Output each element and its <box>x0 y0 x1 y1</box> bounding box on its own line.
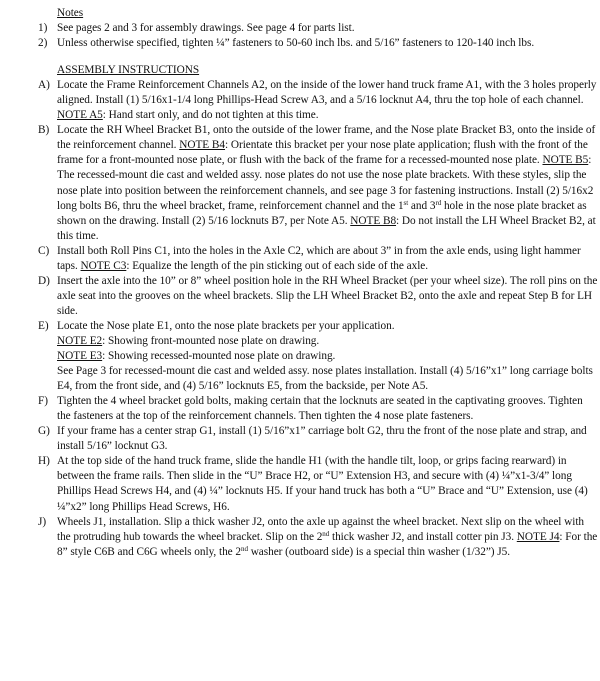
step-text-part: Locate the RH Wheel Bracket B1, onto the outside of the lower frame, and the Nose plate Bracket B3, onto the inside of the reinforcement channel. <box>57 124 596 152</box>
step-line <box>57 334 598 349</box>
notes-list <box>38 21 598 51</box>
step-d <box>38 274 598 319</box>
step-text: Insert the axle into the 10” or 8” wheel position hole in the RH Wheel Bracket (per your wheel size). The roll pins on the axle seat into the grooves on the wheel brackets. Slip the LH Wheel Bracket B2, onto the axle and repeat Step B for LH side. <box>57 274 598 317</box>
step-j <box>38 515 598 560</box>
step-text-part: : Equalize the length of the pin sticking out of each side of the axle. <box>126 259 429 272</box>
step-marker: C) <box>38 244 50 257</box>
step-text: At the top side of the hand truck frame, slide the handle H1 (with the handle tilt, loop, or grips facing rearward) in between the frame rails. Then slide in the “U” Brace H2, or “U” Extension H3, and secure with (4) ¼”x1-3/4” long Phillips Head Screws H4, and (4) ¼” locknuts H5. If your hand truck has both a “U” Brace and “U” Extension, use (4) ¼”x2” long Phillips Head Screws, H6. <box>57 455 588 513</box>
notes-heading: Notes <box>57 7 84 19</box>
note-text: Unless otherwise specified, tighten ¼” fasteners to 50-60 inch lbs. and 5/16” fasteners to 120-140 inch lbs. <box>57 37 535 50</box>
step-text <box>57 515 598 560</box>
step-line: Locate the Nose plate E1, onto the nose plate brackets per your application. <box>57 319 395 332</box>
note-reference: NOTE C3 <box>80 259 127 272</box>
note-reference: NOTE J4 <box>516 530 560 543</box>
step-line <box>57 349 598 364</box>
note-reference: NOTE B4 <box>179 139 226 152</box>
step-text-part: Locate the Frame Reinforcement Channels A2, on the inside of the lower hand truck frame A1, with the 3 holes properly aligned. Install (1) 5/16x1-1/4 long Phillips-Head Screw A3, and a 5/16 locknut A4, thru the top hole of each channel. <box>57 79 597 107</box>
step-text-part: Wheels J1, installation. Slip a thick washer J2, onto the axle up against the wheel bracket. Next slip on the wheel with the protruding hub towards the wheel bracket. Slip on the 2 <box>57 515 585 543</box>
step-c <box>38 244 598 274</box>
step-text-part: : The recessed-mount die cast and welded assy. nose plates do not use the nose plate brackets. With these styles, slip the nose plate into position between the reinforcement channels, and see page 3 for fastening instructions. Install (2) 5/16x2 long bolts B6, thru the wheel bracket, frame, reinforcement channel and the 1 <box>57 154 594 212</box>
step-text-part: : For the 8” style C6B and C6G wheels only, the 2 <box>57 530 598 558</box>
step-text <box>57 319 598 394</box>
step-text <box>57 78 598 123</box>
document-page <box>38 6 598 560</box>
step-text-part: : Showing front-mounted nose plate on drawing. <box>102 334 320 347</box>
step-text-part: and 3 <box>408 199 436 212</box>
assembly-steps <box>38 78 598 560</box>
step-text-part: washer (outboard side) is a special thin washer (1/32”) J5. <box>247 545 511 558</box>
step-text: Tighten the 4 wheel bracket gold bolts, making certain that the locknuts are seated in the captivating grooves. Tighten the fasteners at the top of the reinforcement channels. Then tighten the 4 nose plate fasteners. <box>57 395 583 423</box>
step-text <box>57 244 598 274</box>
ordinal-suffix: nd <box>322 529 330 538</box>
note-reference: NOTE B8 <box>350 214 397 227</box>
step-marker: H) <box>38 455 50 468</box>
step-text: If your frame has a center strap G1, install (1) 5/16”x1” carriage bolt G2, thru the front of the nose plate and strap, and install 5/16” locknut G3. <box>57 425 587 453</box>
step-g <box>38 424 598 454</box>
ordinal-suffix: rd <box>435 198 442 207</box>
step-text-part: : Orientate this bracket per your nose plate application; flush with the front of the frame for a front-mounted nose plate, or flush with the back of the frame for a recessed-mounted nose plate. <box>57 139 588 167</box>
step-marker: D) <box>38 274 50 287</box>
note-marker: 2) <box>38 37 48 50</box>
step-marker: F) <box>38 395 48 408</box>
note-reference: NOTE E3 <box>57 350 103 363</box>
note-item <box>38 36 598 51</box>
step-marker: B) <box>38 124 50 137</box>
note-reference: NOTE A5 <box>57 109 103 122</box>
step-marker: G) <box>38 425 50 438</box>
note-text: See pages 2 and 3 for assembly drawings. See page 4 for parts list. <box>57 22 355 35</box>
step-marker: E) <box>38 319 49 332</box>
step-f <box>38 394 598 424</box>
step-marker: J) <box>38 515 47 528</box>
step-text-part: : Do not install the LH Wheel Bracket B2, at this time. <box>57 214 596 242</box>
note-item <box>38 21 598 36</box>
assembly-heading: ASSEMBLY INSTRUCTIONS <box>57 64 200 77</box>
step-text-part: thick washer J2, and install cotter pin J3. <box>329 530 517 543</box>
step-text-part: Install both Roll Pins C1, into the holes in the Axle C2, which are about 3” in from the axle ends, using light hammer taps. <box>57 244 581 272</box>
note-reference: NOTE E2 <box>57 334 103 347</box>
step-text-part: hole in the nose plate bracket as shown on the drawing. Install (2) 5/16 locknuts B7, per Note A5. <box>57 199 587 227</box>
step-marker: A) <box>38 79 50 92</box>
step-line: See Page 3 for recessed-mount die cast and welded assy. nose plates installation. Install (4) 5/16”x1” long carriage bolts E4, from the front side, and (4) 5/16” locknuts E5, from the backside, per Note A5. <box>57 365 593 393</box>
step-a <box>38 78 598 123</box>
ordinal-suffix: st <box>403 198 409 207</box>
step-text-part: : Hand start only, and do not tighten at this time. <box>102 109 319 122</box>
step-text <box>57 123 598 243</box>
note-marker: 1) <box>38 22 48 35</box>
step-h <box>38 454 598 514</box>
step-e <box>38 319 598 394</box>
note-reference: NOTE B5 <box>542 154 589 167</box>
step-text-part: : Showing recessed-mounted nose plate on drawing. <box>102 350 336 363</box>
step-b <box>38 123 598 243</box>
ordinal-suffix: nd <box>241 544 248 553</box>
